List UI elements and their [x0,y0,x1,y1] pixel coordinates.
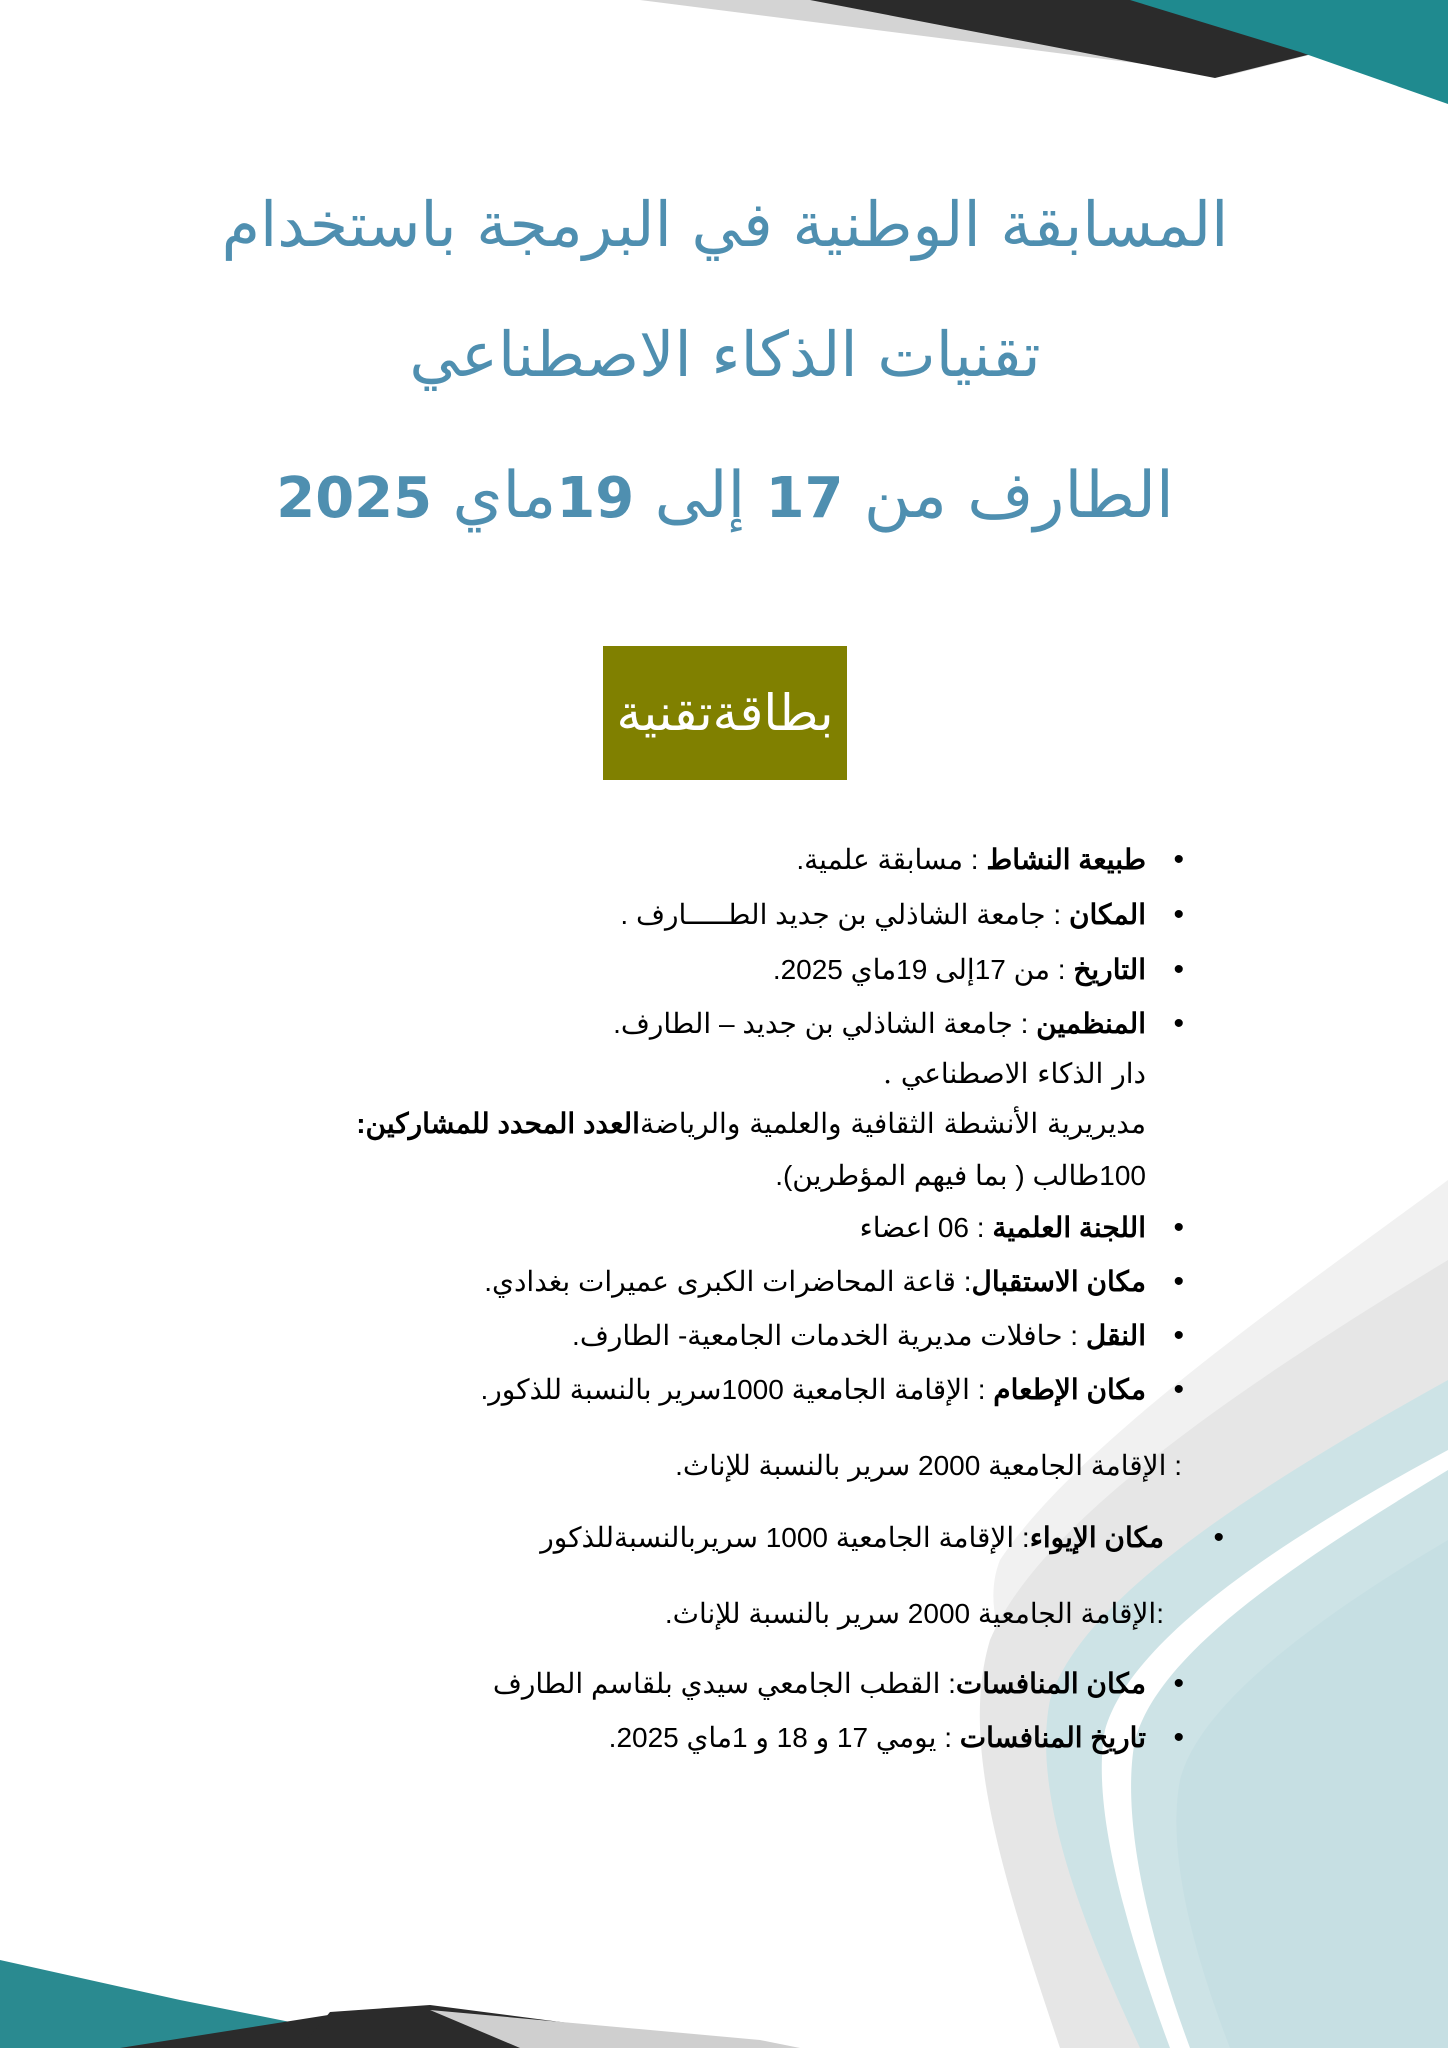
item-label: النقل [1085,1320,1146,1351]
item-participants-value: 100طالب ( بما فيهم المؤطرين). [775,1160,1146,1191]
item-competition-place [150,1664,1146,1704]
item-value: : جامعة الشاذلي بن جديد الطـــــارف . [620,899,1069,930]
item-value: : مسابقة علمية. [796,844,987,875]
item-label: مكان الاستقبال [971,1266,1146,1297]
item-organizers [150,1004,1146,1044]
item-catering-line-2: : الإقامة الجامعية 2000 سرير بالنسبة للإناث. [675,1450,1182,1481]
item-organizers-directorate: مديريرية الأنشطة الثقافية والعلمية والرياضة [639,1107,1146,1140]
item-value: : قاعة المحاضرات الكبرى عميرات بغدادي. [484,1266,972,1297]
item-organizers-line-3 [120,1104,1146,1144]
item-catering [150,1370,1146,1410]
page-title-date-line [150,458,1300,535]
item-label: اللجنة العلمية [992,1212,1146,1243]
item-value: : جامعة الشاذلي بن جديد – الطارف. [613,1008,1037,1039]
item-lodging-line-2: :الإقامة الجامعية 2000 سرير بالنسبة للإناث. [664,1598,1164,1629]
item-lodging [150,1518,1164,1558]
item-label: مكان الإيواء [1029,1522,1164,1553]
item-value: : [356,1108,366,1139]
item-label: التاريخ [1073,954,1146,985]
title-month: ماي [452,459,557,533]
title-year: 2025 [276,466,433,531]
item-value: : 06 اعضاء [859,1212,993,1243]
item-label: المكان [1068,899,1146,930]
item-label: العدد المحدد للمشاركين [365,1108,640,1139]
item-transport [150,1316,1146,1356]
item-place [150,895,1146,935]
item-label: مكان الإطعام [993,1374,1146,1405]
title-place: الطارف من [863,459,1174,533]
title-day-from: 17 [765,466,844,531]
item-value: : الإقامة الجامعية 1000 سريربالنسبةللذكور [540,1522,1030,1553]
item-label: مكان المنافسات [955,1668,1146,1699]
item-organizers-line-2: دار الذكاء الاصطناعي . [883,1057,1146,1090]
title-day-to: 19 [556,466,635,531]
item-date [150,950,1146,990]
item-scientific-committee [150,1208,1146,1248]
item-activity-type [150,840,1146,880]
technical-card-label: بطاقةتقنية [603,646,847,780]
item-value: : الإقامة الجامعية 1000سرير بالنسبة للذكور. [480,1374,994,1405]
item-label: المنظمين [1036,1008,1146,1039]
page-title-line-2: تقنيات الذكاء الاصطناعي [409,318,1041,391]
page-title-line-1: المسابقة الوطنية في البرمجة باستخدام [221,188,1229,261]
item-value: : يومي 17 و 18 و 1ماي 2025. [608,1722,960,1753]
item-competition-date [150,1718,1146,1758]
title-to-word: إلى [654,459,746,533]
item-label: تاريخ المنافسات [959,1722,1146,1753]
item-value: : من 17إلى 19ماي 2025. [772,954,1074,985]
item-reception [150,1262,1146,1302]
item-value: : القطب الجامعي سيدي بلقاسم الطارف [492,1668,956,1699]
item-label: طبيعة النشاط [986,844,1146,875]
item-value: : حافلات مديرية الخدمات الجامعية- الطارف. [572,1320,1086,1351]
